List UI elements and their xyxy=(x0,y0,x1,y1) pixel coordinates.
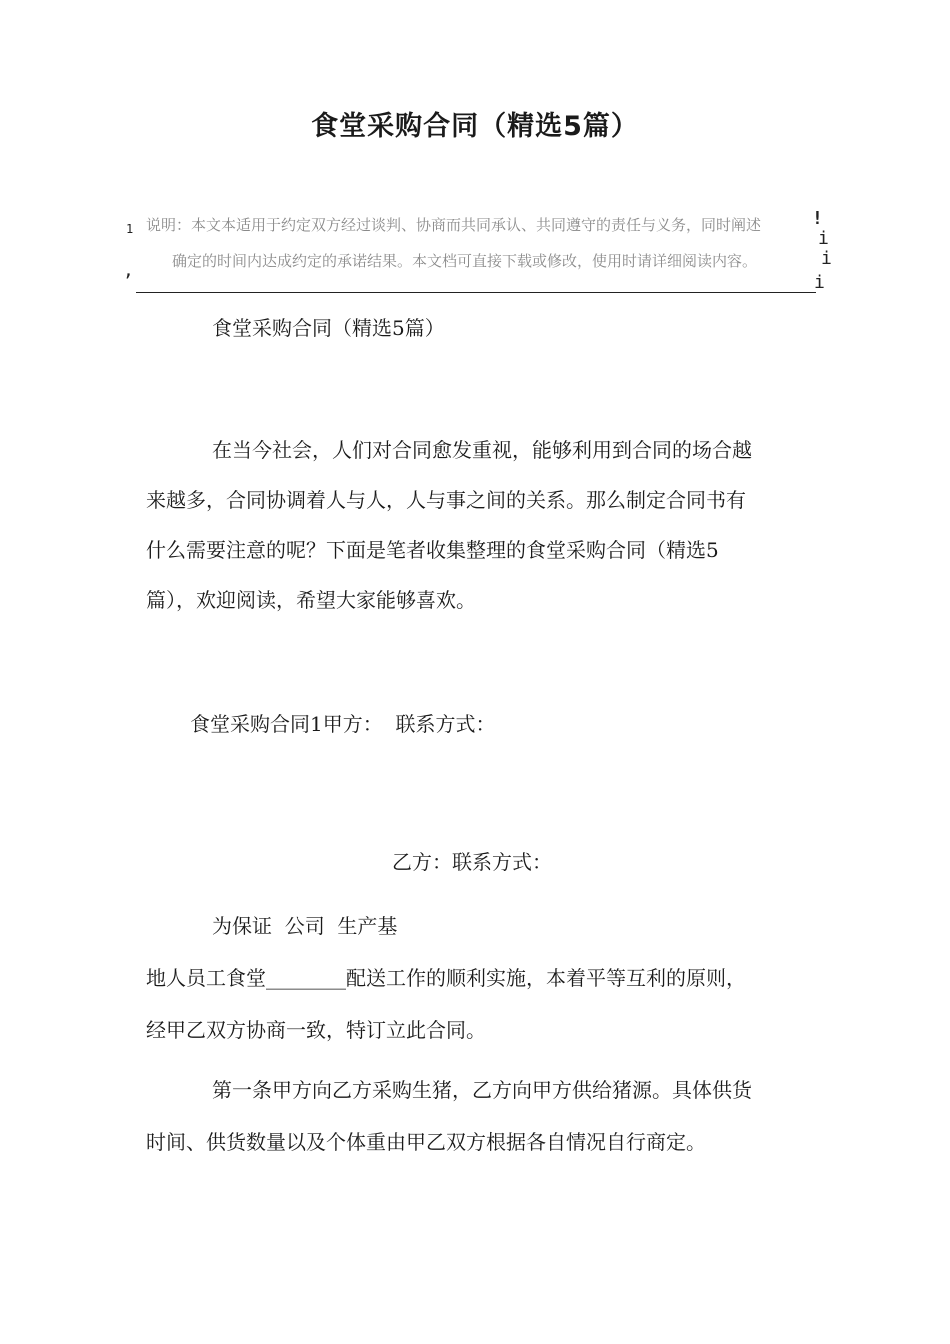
article1-line-1: 第一条甲方向乙方采购生猪，乙方向甲方供给猪源。具体供货 xyxy=(212,1078,752,1102)
body-subtitle: 食堂采购合同（精选5篇） xyxy=(212,316,445,340)
document-title: 食堂采购合同（精选5篇） xyxy=(311,111,639,142)
purpose-line-2: 地人员工食堂________配送工作的顺利实施，本着平等互利的原则， xyxy=(146,966,746,990)
margin-mark-left-top: 1 xyxy=(126,222,134,236)
contract1-party-a: 食堂采购合同1甲方： 联系方式： xyxy=(190,712,496,736)
purpose-line-1: 为保证 公司 生产基 xyxy=(212,914,398,938)
intro-line-4: 篇），欢迎阅读，希望大家能够喜欢。 xyxy=(146,588,476,612)
margin-mark-right-3: i xyxy=(821,248,832,269)
margin-mark-right-1: ! xyxy=(812,208,823,229)
margin-mark-right-2: i xyxy=(818,228,829,249)
intro-line-2: 来越多，合同协调着人与人，人与事之间的关系。那么制定合同书有 xyxy=(146,488,746,512)
margin-mark-left-bottom: , xyxy=(123,260,134,281)
note-line-2: 确定的时间内达成约定的承诺结果。本文档可直接下载或修改，使用时请详细阅读内容。 xyxy=(172,252,758,270)
intro-line-1: 在当今社会，人们对合同愈发重视，能够利用到合同的场合越 xyxy=(212,438,752,462)
margin-mark-right-4: i xyxy=(814,272,825,293)
article1-line-2: 时间、供货数量以及个体重由甲乙双方根据各自情况自行商定。 xyxy=(146,1130,706,1154)
party-b-line: 乙方：联系方式： xyxy=(392,850,552,874)
intro-line-3: 什么需要注意的呢？下面是笔者收集整理的食堂采购合同（精选5 xyxy=(146,538,719,562)
note-divider xyxy=(136,292,816,293)
note-line-1: 说明：本文本适用于约定双方经过谈判、协商而共同承认、共同遵守的责任与义务，同时阐述 xyxy=(146,216,762,234)
purpose-line-3: 经甲乙双方协商一致，特订立此合同。 xyxy=(146,1018,486,1042)
